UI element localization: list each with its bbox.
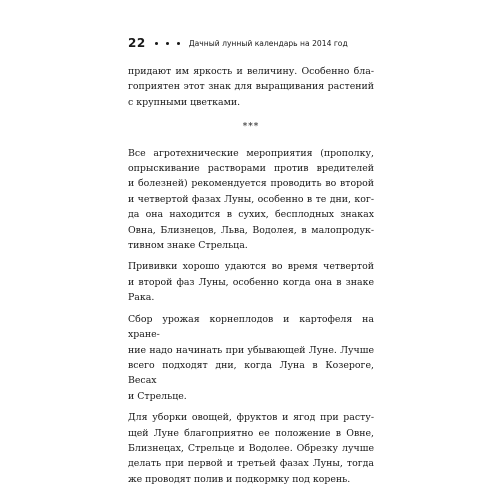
paragraph	[128, 259, 374, 305]
paragraph	[128, 410, 374, 487]
paragraph	[128, 146, 374, 254]
text-line: и Стрельце.	[128, 390, 187, 402]
text-line: да она находится в сухих, бесплодных знаках	[128, 209, 374, 221]
text-line: ние надо начинать при убывающей Луне. Лучше	[128, 344, 374, 356]
book-title: Дачный лунный календарь на 2014 год	[188, 38, 348, 48]
dot-icon	[155, 42, 158, 45]
text-block	[128, 64, 374, 493]
text-line: гоприятен этот знак для выращивания растений	[128, 81, 374, 93]
text-line: и второй фаз Луны, особенно когда она в знаке	[128, 276, 374, 288]
text-line: делать при первой и третьей фазах Луны, тогда	[128, 458, 374, 470]
text-line: Близнецах, Стрельце и Водолее. Обрезку лучше	[128, 442, 374, 454]
dot-icon	[177, 42, 180, 45]
dot-icon	[166, 42, 169, 45]
text-line: тивном знаке Стрельца.	[128, 240, 248, 252]
paragraph	[128, 312, 374, 404]
text-line: придают им яркость и величину. Особенно бла-	[128, 66, 374, 77]
text-line: Прививки хорошо удаются во время четвертой	[128, 261, 374, 273]
text-line: опрыскивание растворами против вредителей	[128, 163, 374, 175]
text-line: щей Луне благоприятно ее положение в Овне,	[128, 427, 374, 439]
page-number: 22	[128, 36, 146, 50]
text-line: с крупными цветками.	[128, 96, 241, 108]
text-line: всего подходят дни, когда Луна в Козероге, Весах	[128, 359, 374, 387]
text-line: Овна, Близнецов, Льва, Водолея, в малопродук-	[128, 224, 374, 236]
text-line: и болезней) рекомендуется проводить во второй	[128, 178, 374, 190]
text-line: Рака.	[128, 292, 155, 304]
continuation-paragraph	[128, 64, 374, 110]
text-line: Для уборки овощей, фруктов и ягод при расту-	[128, 412, 374, 424]
running-head	[128, 36, 348, 50]
text-line: Все агротехнические мероприятия (прополку,	[128, 147, 374, 159]
decorative-dots	[155, 42, 180, 45]
text-line: Сбор урожая корнеплодов и картофеля на хране-	[128, 313, 374, 341]
section-separator: ***	[242, 122, 260, 133]
text-line: же проводят полив и подкормку под корень.	[128, 473, 351, 485]
text-line: и четвертой фазах Луны, особенно в те дни, ког-	[128, 193, 374, 205]
